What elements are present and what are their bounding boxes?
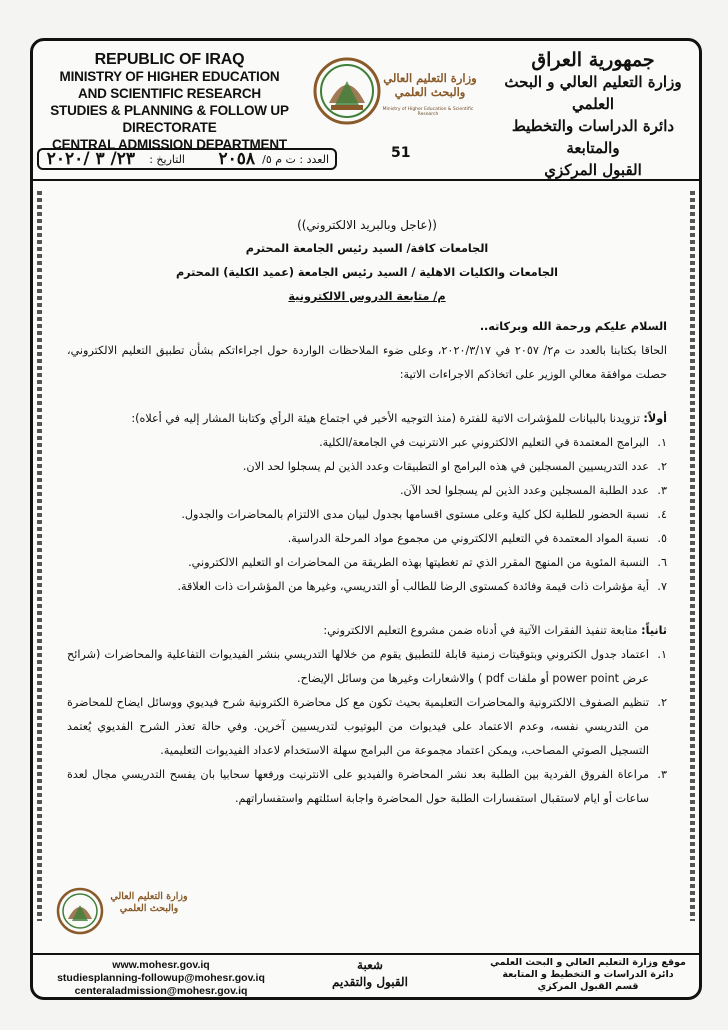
right-border-ornament [690,191,695,921]
section-heading: ثانياً: متابعة تنفيذ الفقرات الآتية في أدناه ضمن مشروع التعليم الالكتروني: [323,624,667,637]
list-item: ٦. النسبة المئوية من المنهج المقرر الذي تم تغطيتها بهذه الطريقة من المحاضرات او التعليم الالكتروني. [188,556,667,569]
ministry-emblem-icon [55,881,105,941]
en-line: CENTRAL ADMISSION DEPARTMENT [52,137,287,152]
ar-line: دائرة الدراسات والتخطيط والمتابعة [511,117,675,157]
logo-caption: Ministry of Higher Education & Scientific Research [382,107,474,117]
ref-number: ٢٠٥٨ [218,149,255,169]
arabic-letterhead [493,49,693,181]
left-border-ornament [37,191,42,921]
greeting: السلام عليكم ورحمة الله وبركاته.. [479,320,667,333]
subject-line: م/ متابعة الدروس الالكترونية [288,290,446,303]
list-item: ٥. نسبة المواد المعتمدة في التعليم الالكتروني من مجموع مواد المرحلة الدراسية. [287,532,667,545]
en-line: AND SCIENTIFIC RESEARCH [78,86,261,101]
list-item: ١. اعتماد جدول الكتروني وبتوقيتات زمنية قابلة للتطبيق يقوم من خلالها التدريسي بنشر الفيديوات التفاعلية والمحاضرات (شرائح عرض power point أو ملفات pdf ) والاشعارات وغيرها من وسائل الإيضاح. [67,648,667,685]
list-item: ٢. تنظيم الصفوف الالكترونية والمحاضرات التعليمية بحيث تكون مع كل محاضرة الكترونية شرح فيديوي ووسائل ايضاح للمحاضرة من التدريسي نفسه، وعدم الاعتماد على فيديوات من اليوتيوب لتدريسيين آخرين. وفي حالة تعذر الشرح الفديوي يُعتمد التسجيل الصوتي المصاحب، ويمكن اعتماد مجموعة من البرامج سهلة الاستخدام لاعداد الفيديوات التعليمية. [67,696,667,757]
en-line: REPUBLIC OF IRAQ [94,51,245,68]
page-number: 51 [391,145,411,161]
footer-contacts [41,959,281,998]
urgent-note: ((عاجل وبالبريد الالكتروني)) [297,218,437,232]
footer-logo-wordmark: وزارة التعليم العالي والبحث العلمي [110,891,188,914]
date-value: ٢٣/ ٣ /٢٠٢٠ [46,149,135,169]
action-list [67,643,667,811]
indicator-list [67,431,667,599]
list-item: ٣. عدد الطلبة المسجلين وعدد الذين لم يسجلوا لحد الآن. [399,484,667,497]
footer-divider [33,953,699,955]
ar-line: وزارة التعليم العالي و البحث العلمي [504,73,682,113]
date-label: التاريخ : [149,153,185,166]
email-link[interactable]: centeraladmission@mohesr.gov.iq [74,985,248,997]
list-item: ٣. مراعاة الفروق الفردية بين الطلبة بعد نشر المحاضرة والفيديو على الانترنيت ورفعها سحابيا بان يفسح التدريسي مجال لعدة ساعات أو ايام لاستقبال استفسارات الطلبة حول المحاضرة واجابة اسئلتهم واستفساراتهم. [67,768,667,805]
ref-label: العدد : ت م ٥/ [262,153,329,166]
en-line: MINISTRY OF HIGHER EDUCATION [59,69,280,84]
recipient-line: الجامعات والكليات الاهلية / السيد رئيس الجامعة (عميد الكلية) المحترم [175,266,558,279]
reference-box [37,148,337,170]
ministry-emblem-icon [311,47,381,137]
list-item: ٧. أية مؤشرات ذات قيمة وفائدة كمستوى الرضا للطالب أو التدريسي، وغيرها من المؤشرات ذات العلاقة. [177,580,667,593]
letterhead [33,41,699,179]
en-line: STUDIES & PLANNING & FOLLOW UP DIRECTORATE [50,103,289,135]
logo-wordmark: وزارة التعليم العالي والبحث العلمي [383,71,477,99]
list-item: ١. البرامج المعتمدة في التعليم الالكتروني عبر الانترنيت في الجامعة/الكلية. [319,436,667,449]
letter-body [67,213,667,811]
section-heading: أولاً: تزويدنا بالبيانات للمؤشرات الاتية للفترة (منذ التوجيه الأخير في اجتماع هيئة الرأي وكتابنا المشار إليه في أعلاه): [131,412,667,425]
list-item: ٤. نسبة الحضور للطلبة لكل كلية وعلى مستوى اقسامها بجدول لبيان مدى الالتزام بالمحاضرات والجدول. [181,508,667,521]
website-link[interactable]: www.mohesr.gov.iq [112,959,210,971]
footer-arabic-info: موقع وزارة التعليم العالي و البحث العلمي دائرة الدراسات و التخطيط و المتابعة قسم القبول المركزي [490,957,686,992]
document-page [30,38,702,1000]
recipient-line: الجامعات كافة/ السيد رئيس الجامعة المحترم [245,242,489,255]
ministry-logo [311,47,481,137]
intro-paragraph: الحاقا بكتابنا بالعدد ت م٢/ ٢٠٥٧ في ٢٠٢٠/٣/١٧، وعلى ضوء الملاحظات الواردة حول اجراءاتكم بشأن تطبيق التعليم الالكتروني، حصلت موافقة معالي الوزير على اتخاذكم الاجراءات الاتية: [67,344,667,381]
ar-line: القبول المركزي [544,161,642,179]
english-letterhead [37,51,302,153]
header-divider [33,179,699,181]
email-link[interactable]: studiesplanning-followup@mohesr.gov.iq [57,972,265,984]
footer-logo [55,881,195,941]
ar-line: جمهورية العراق [531,49,655,71]
footer-stamp: شعبة القبول والتقديم [332,958,408,989]
list-item: ٢. عدد التدريسيين المسجلين في هذه البرامج او التطبيقات وعدد الذين لم يسجلوا لحد الان. [242,460,667,473]
